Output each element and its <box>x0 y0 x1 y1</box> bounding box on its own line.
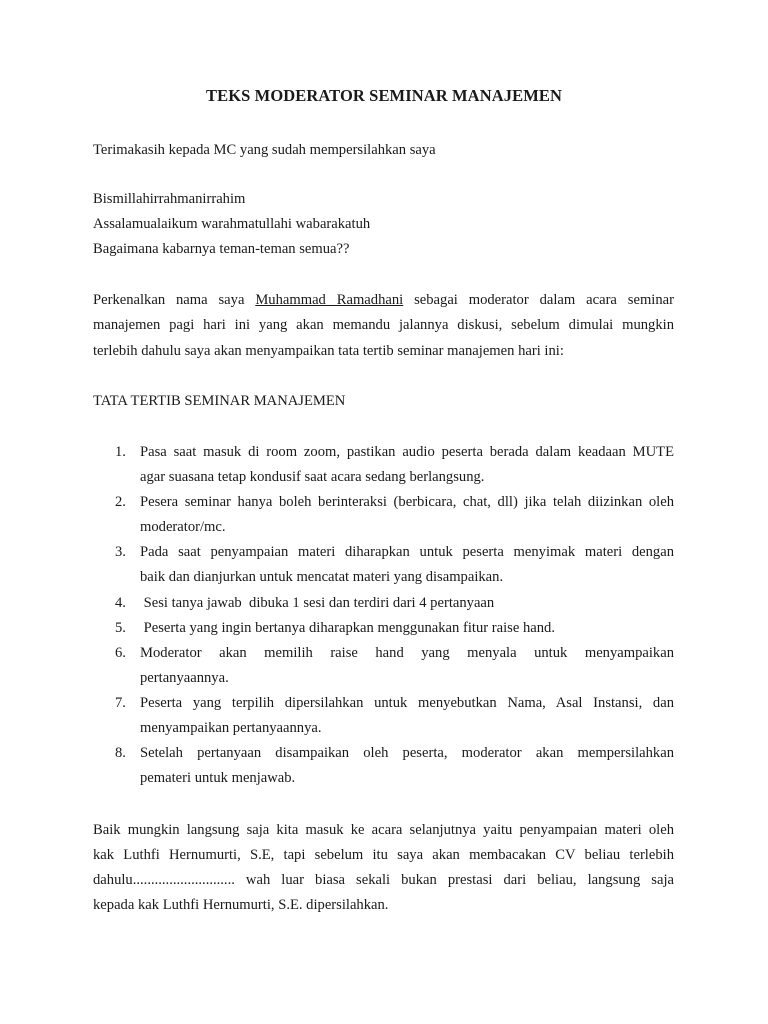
intro-line: Perkenalkan nama saya Muhammad Ramadhani sebagai moderator dalam acara seminar <box>93 292 674 308</box>
rule-text: agar suasana tetap kondusif saat acara sedang berlangsung. <box>140 469 485 485</box>
rule-text: menyampaikan pertanyaannya. <box>140 720 322 736</box>
rule-text: Setelah pertanyaan disampaikan oleh peserta, moderator akan mempersilahkan <box>140 745 674 761</box>
rule-text: Pada saat penyampaian materi diharapkan untuk peserta menyimak materi dengan <box>140 544 674 560</box>
rule-text: pertanyaannya. <box>140 670 229 686</box>
rule-number: 4. <box>115 595 126 611</box>
rules-heading: TATA TERTIB SEMINAR MANAJEMEN <box>93 393 346 409</box>
rule-text: Sesi tanya jawab dibuka 1 sesi dan terdiri dari 4 pertanyaan <box>140 595 495 611</box>
rule-number: 8. <box>115 745 126 761</box>
opening-line: Terimakasih kepada MC yang sudah mempersilahkan saya <box>93 142 436 158</box>
greeting-line: Bismillahirrahmanirrahim <box>93 191 246 207</box>
intro-line: manajemen pagi hari ini yang akan memandu jalannya diskusi, sebelum dimulai mungkin <box>93 317 674 333</box>
closing-line: dahulu............................ wah luar biasa sekali bukan prestasi dari beliau, langsung saja <box>93 872 674 888</box>
greeting-line: Assalamualaikum warahmatullahi wabarakatuh <box>93 216 371 232</box>
rule-text: pemateri untuk menjawab. <box>140 770 296 786</box>
rule-number: 6. <box>115 645 126 661</box>
moderator-name: Muhammad Ramadhani <box>255 292 404 308</box>
rule-number: 5. <box>115 620 126 636</box>
document-title: TEKS MODERATOR SEMINAR MANAJEMEN <box>206 86 562 105</box>
rule-text: Pasa saat masuk di room zoom, pastikan audio peserta berada dalam keadaan MUTE <box>140 444 674 460</box>
closing-line: kepada kak Luthfi Hernumurti, S.E. dipersilahkan. <box>93 897 389 913</box>
rule-text: Peserta yang ingin bertanya diharapkan menggunakan fitur raise hand. <box>140 620 555 636</box>
rule-number: 7. <box>115 695 126 711</box>
rule-text: Peserta yang terpilih dipersilahkan untuk menyebutkan Nama, Asal Instansi, dan <box>140 695 674 711</box>
rule-text: Pesera seminar hanya boleh berinteraksi (berbicara, chat, dll) jika telah diizinkan oleh <box>140 494 674 510</box>
rule-number: 2. <box>115 494 126 510</box>
intro-line: terlebih dahulu saya akan menyampaikan tata tertib seminar manajemen hari ini: <box>93 343 564 359</box>
greeting-line: Bagaimana kabarnya teman-teman semua?? <box>93 241 350 257</box>
rule-text: Moderator akan memilih raise hand yang menyala untuk menyampaikan <box>140 645 674 661</box>
rule-number: 3. <box>115 544 126 560</box>
closing-line: Baik mungkin langsung saja kita masuk ke acara selanjutnya yaitu penyampaian materi oleh <box>93 822 674 838</box>
closing-line: kak Luthfi Hernumurti, S.E, tapi sebelum itu saya akan membacakan CV beliau terlebih <box>93 847 674 863</box>
rule-text: baik dan dianjurkan untuk mencatat materi yang disampaikan. <box>140 569 504 585</box>
rule-number: 1. <box>115 444 126 460</box>
rule-text: moderator/mc. <box>140 519 226 535</box>
